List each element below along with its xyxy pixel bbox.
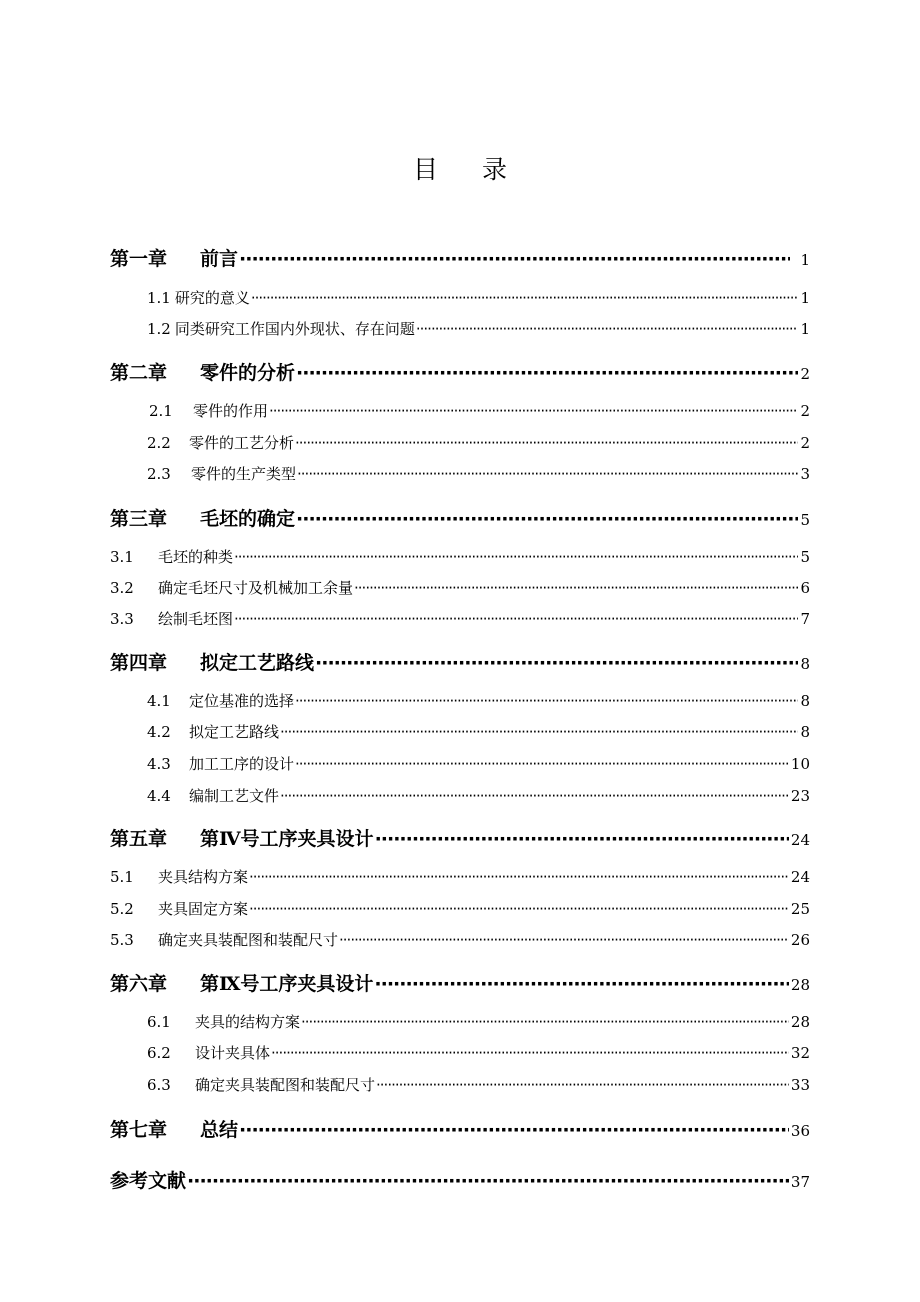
section-title: 毛坯的种类 bbox=[158, 548, 234, 566]
section-title: 零件的生产类型 bbox=[191, 465, 297, 483]
toc-section-6-3[interactable] bbox=[147, 1074, 810, 1095]
chapter-title: 第Ⅸ号工序夹具设计 bbox=[200, 973, 374, 995]
leader-dots bbox=[295, 692, 798, 710]
section-title: 夹具的结构方案 bbox=[195, 1013, 301, 1031]
page-number: 28 bbox=[790, 976, 810, 994]
section-number: 6.2 bbox=[147, 1044, 171, 1062]
toc-chapter-6[interactable] bbox=[110, 969, 810, 996]
toc-chapter-7[interactable] bbox=[110, 1115, 810, 1142]
section-title: 绘制毛坯图 bbox=[158, 610, 234, 628]
leader-dots bbox=[187, 1170, 789, 1192]
page-number: 1 bbox=[800, 289, 810, 307]
section-number: 4.3 bbox=[147, 755, 171, 773]
toc-section-2-2[interactable] bbox=[147, 432, 810, 453]
leader-dots bbox=[315, 652, 798, 674]
section-number: 5.3 bbox=[110, 931, 134, 949]
leader-dots bbox=[339, 931, 789, 949]
section-number: 1.2 bbox=[147, 320, 171, 338]
page-number: 26 bbox=[790, 931, 810, 949]
chapter-number: 第五章 bbox=[110, 828, 168, 850]
leader-dots bbox=[296, 508, 798, 530]
page-number: 32 bbox=[790, 1044, 810, 1062]
page-number: 5 bbox=[800, 548, 810, 566]
toc-section-5-3[interactable] bbox=[110, 929, 810, 950]
page-number: 36 bbox=[790, 1122, 810, 1140]
toc-references[interactable] bbox=[110, 1166, 810, 1193]
page-number: 24 bbox=[790, 831, 810, 849]
section-number: 4.2 bbox=[147, 723, 171, 741]
toc-chapter-1[interactable] bbox=[110, 244, 810, 271]
page-number: 8 bbox=[800, 692, 810, 710]
section-number: 2.1 bbox=[149, 402, 173, 420]
chapter-number: 第三章 bbox=[110, 508, 168, 530]
section-number: 1.1 bbox=[147, 289, 171, 307]
chapter-number: 第一章 bbox=[110, 248, 168, 270]
toc-section-5-2[interactable] bbox=[110, 898, 810, 919]
leader-dots bbox=[354, 579, 798, 597]
toc-chapter-4[interactable] bbox=[110, 648, 810, 675]
toc-section-2-3[interactable] bbox=[147, 463, 810, 484]
title-char-2: 录 bbox=[482, 155, 508, 184]
page-number: 33 bbox=[790, 1076, 810, 1094]
section-number: 2.3 bbox=[147, 465, 171, 483]
leader-dots bbox=[239, 1119, 789, 1141]
section-title: 确定毛坯尺寸及机械加工余量 bbox=[158, 579, 354, 597]
chapter-title: 前言 bbox=[200, 248, 239, 270]
section-number: 3.1 bbox=[110, 548, 134, 566]
section-title: 加工工序的设计 bbox=[189, 755, 295, 773]
toc-section-1-2[interactable] bbox=[147, 318, 810, 339]
leader-dots bbox=[249, 900, 789, 918]
chapter-number: 第四章 bbox=[110, 652, 168, 674]
section-title: 夹具固定方案 bbox=[158, 900, 249, 918]
toc-section-4-4[interactable] bbox=[147, 785, 810, 806]
leader-dots bbox=[271, 1044, 789, 1062]
leader-dots bbox=[234, 610, 798, 628]
chapter-number: 第七章 bbox=[110, 1119, 168, 1141]
page-number: 37 bbox=[790, 1173, 810, 1191]
section-number: 5.1 bbox=[110, 868, 134, 886]
section-number: 3.2 bbox=[110, 579, 134, 597]
page-number: 28 bbox=[790, 1013, 810, 1031]
section-title: 设计夹具体 bbox=[195, 1044, 271, 1062]
section-number: 3.3 bbox=[110, 610, 134, 628]
leader-dots bbox=[301, 1013, 789, 1031]
page-number: 6 bbox=[800, 579, 810, 597]
references-title: 参考文献 bbox=[110, 1170, 187, 1192]
section-title: 编制工艺文件 bbox=[189, 787, 280, 805]
section-title: 定位基准的选择 bbox=[189, 692, 295, 710]
section-title: 拟定工艺路线 bbox=[189, 723, 280, 741]
section-number: 4.4 bbox=[147, 787, 171, 805]
chapter-number: 第二章 bbox=[110, 362, 168, 384]
section-title: 零件的工艺分析 bbox=[189, 434, 295, 452]
toc-section-6-2[interactable] bbox=[147, 1042, 810, 1063]
title-char-1: 目 bbox=[412, 155, 438, 184]
toc-chapter-5[interactable] bbox=[110, 824, 810, 851]
section-title: 同类研究工作国内外现状、存在问题 bbox=[174, 320, 415, 338]
leader-dots bbox=[269, 402, 798, 420]
leader-dots bbox=[280, 723, 798, 741]
section-number: 6.3 bbox=[147, 1076, 171, 1094]
leader-dots bbox=[296, 362, 798, 384]
page-number: 7 bbox=[800, 610, 810, 628]
page-number: 1 bbox=[800, 251, 810, 269]
leader-dots bbox=[234, 548, 798, 566]
section-number: 2.2 bbox=[147, 434, 171, 452]
page-number: 3 bbox=[800, 465, 810, 483]
page-number: 2 bbox=[800, 365, 810, 383]
leader-dots bbox=[249, 868, 789, 886]
section-title: 夹具结构方案 bbox=[158, 868, 249, 886]
chapter-title: 毛坯的确定 bbox=[200, 508, 296, 530]
page-number: 24 bbox=[790, 868, 810, 886]
page-number: 1 bbox=[800, 320, 810, 338]
page-title bbox=[0, 150, 920, 186]
section-title: 确定夹具装配图和装配尺寸 bbox=[195, 1076, 376, 1094]
toc-chapter-2[interactable] bbox=[110, 358, 810, 385]
page-number: 2 bbox=[800, 434, 810, 452]
toc-section-4-2[interactable] bbox=[147, 721, 810, 742]
section-title: 确定夹具装配图和装配尺寸 bbox=[158, 931, 339, 949]
leader-dots bbox=[251, 289, 799, 307]
toc-section-3-3[interactable] bbox=[110, 608, 810, 629]
page-number: 8 bbox=[800, 655, 810, 673]
toc-section-4-3[interactable] bbox=[147, 753, 810, 774]
toc-chapter-3[interactable] bbox=[110, 504, 810, 531]
section-title: 零件的作用 bbox=[193, 402, 269, 420]
toc-section-2-1[interactable] bbox=[149, 400, 810, 421]
section-number: 4.1 bbox=[147, 692, 171, 710]
chapter-title: 零件的分析 bbox=[200, 362, 296, 384]
chapter-title: 总结 bbox=[200, 1119, 239, 1141]
chapter-title: 第Ⅳ号工序夹具设计 bbox=[200, 828, 374, 850]
toc-section-3-2[interactable] bbox=[110, 577, 810, 598]
leader-dots bbox=[297, 465, 798, 483]
section-title: 研究的意义 bbox=[174, 289, 250, 307]
leader-dots bbox=[239, 248, 790, 270]
section-number: 5.2 bbox=[110, 900, 134, 918]
leader-dots bbox=[295, 434, 798, 452]
section-number: 6.1 bbox=[147, 1013, 171, 1031]
page-number: 2 bbox=[800, 402, 810, 420]
toc-section-6-1[interactable] bbox=[147, 1011, 810, 1032]
page-number: 5 bbox=[800, 511, 810, 529]
leader-dots bbox=[374, 973, 789, 995]
page-number: 10 bbox=[790, 755, 810, 773]
page-number: 25 bbox=[790, 900, 810, 918]
page-number: 23 bbox=[790, 787, 810, 805]
page-number: 8 bbox=[800, 723, 810, 741]
leader-dots bbox=[295, 755, 789, 773]
toc-section-1-1[interactable] bbox=[147, 287, 810, 308]
toc-section-4-1[interactable] bbox=[147, 690, 810, 711]
chapter-title: 拟定工艺路线 bbox=[200, 652, 315, 674]
toc-section-3-1[interactable] bbox=[110, 546, 810, 567]
toc-section-5-1[interactable] bbox=[110, 866, 810, 887]
leader-dots bbox=[376, 1076, 789, 1094]
leader-dots bbox=[416, 320, 799, 338]
chapter-number: 第六章 bbox=[110, 973, 168, 995]
leader-dots bbox=[375, 828, 789, 850]
leader-dots bbox=[280, 787, 789, 805]
